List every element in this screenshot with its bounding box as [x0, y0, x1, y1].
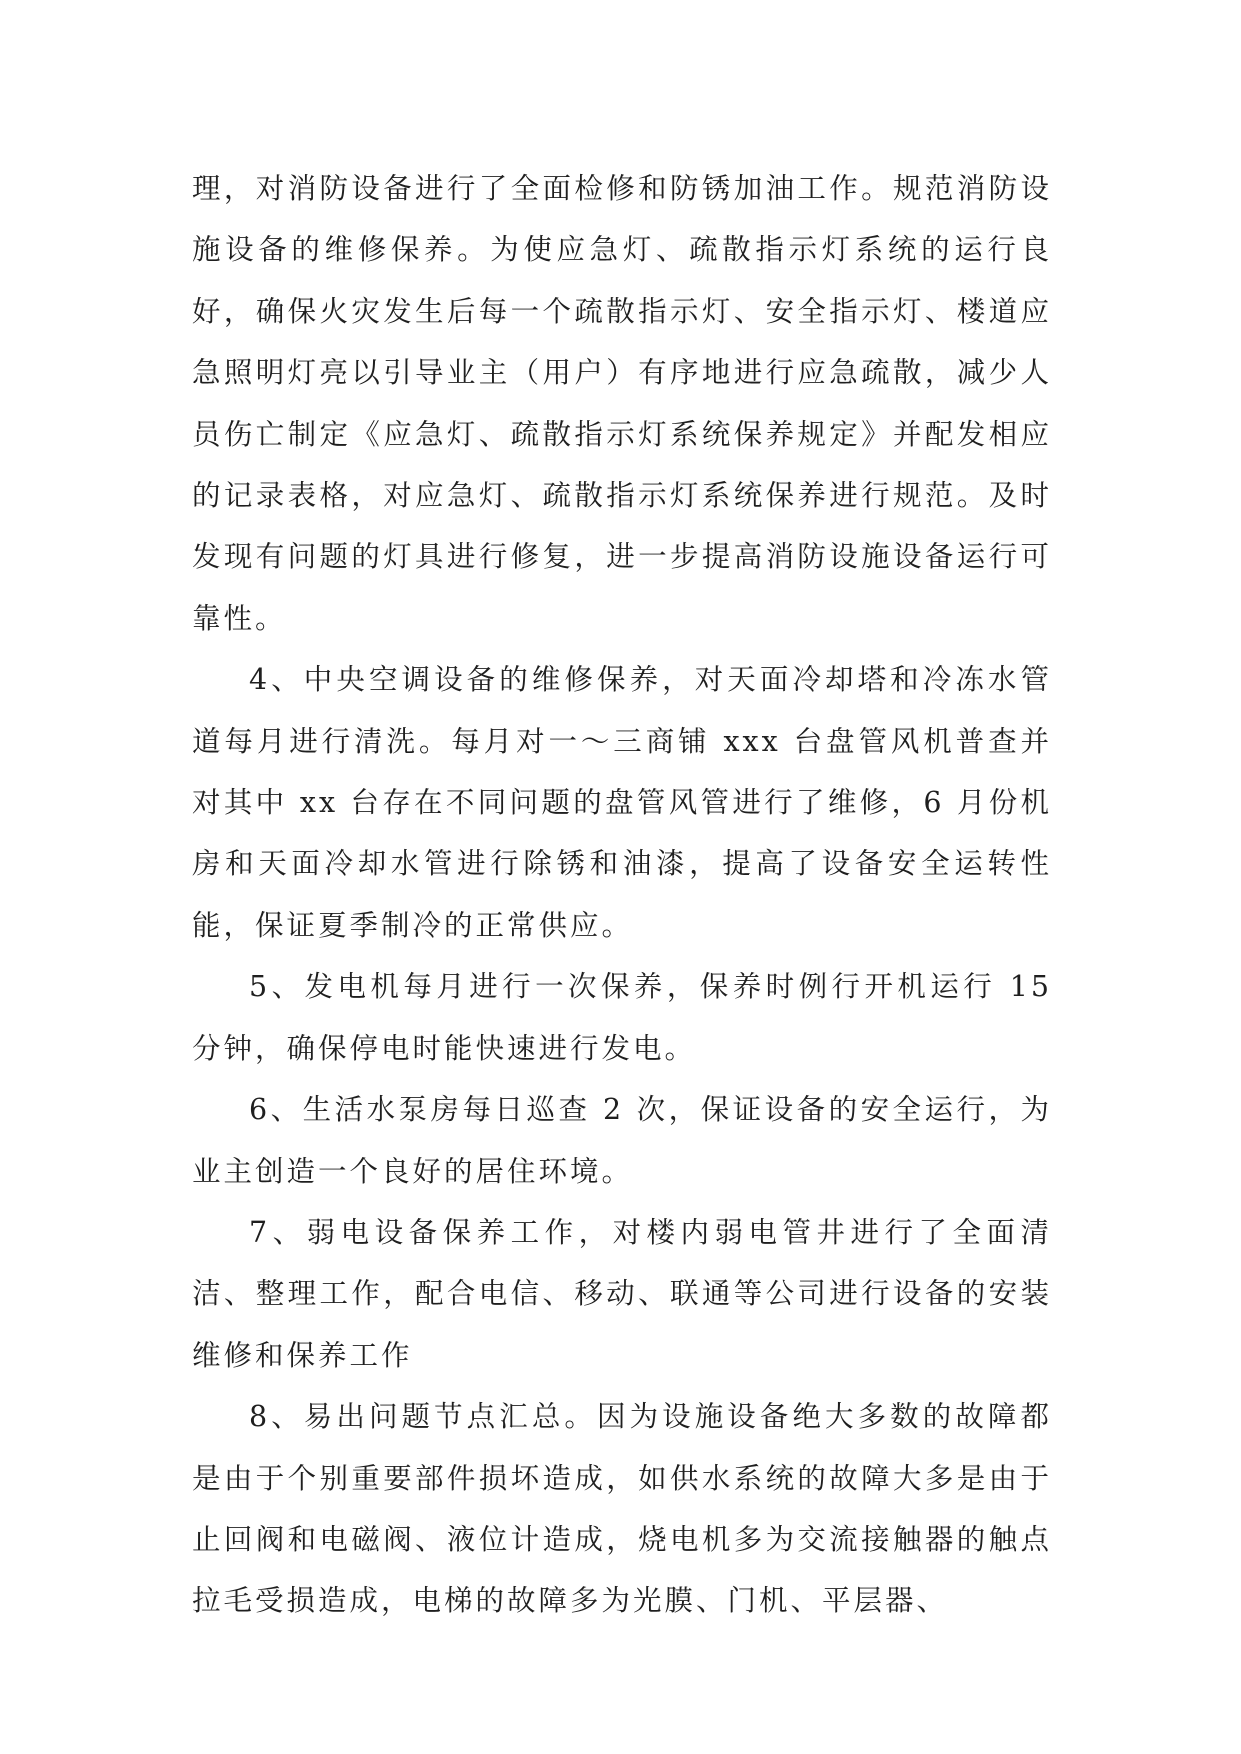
paragraph-item-7-low-voltage-equipment: 7、弱电设备保养工作，对楼内弱电管井进行了全面清洁、整理工作，配合电信、移动、联通等公司进行设备的安装维修和保养工作 — [192, 1215, 1052, 1372]
paragraph-item-6-water-pump-room: 6、生活水泵房每日巡查 2 次，保证设备的安全运行，为业主创造一个良好的居住环境。 — [192, 1093, 1052, 1188]
paragraph-fire-equipment-continued: 理，对消防设备进行了全面检修和防锈加油工作。规范消防设施设备的维修保养。为使应急灯、疏散指示灯系统的运行良好，确保火灾发生后每一个疏散指示灯、安全指示灯、楼道应急照明灯亮以引导业主（用户）有序地进行应急疏散，减少人员伤亡制定《应急灯、疏散指示灯系统保养规定》并配发相应的记录表格，对应急灯、疏散指示灯系统保养进行规范。及时发现有问题的灯具进行修复，进一步提高消防设施设备运行可靠性。 — [192, 172, 1052, 635]
paragraph-item-5-generator: 5、发电机每月进行一次保养，保养时例行开机运行 15 分钟，确保停电时能快速进行发电。 — [192, 970, 1052, 1065]
paragraph-item-8-fault-summary: 8、易出问题节点汇总。因为设施设备绝大多数的故障都是由于个别重要部件损坏造成，如供水系统的故障大多是由于止回阀和电磁阀、液位计造成，烧电机多为交流接触器的触点拉毛受损造成，电梯的故障多为光膜、门机、平层器、 — [192, 1400, 1052, 1618]
document-body — [192, 158, 1052, 1632]
paragraph-item-4-central-air-conditioning: 4、中央空调设备的维修保养，对天面冷却塔和冷冻水管道每月进行清洗。每月对一～三商铺 xxx 台盘管风机普查并对其中 xx 台存在不同问题的盘管风管进行了维修，6 月份机房和天面冷却水管进行除锈和油漆，提高了设备安全运转性能，保证夏季制冷的正常供应。 — [192, 663, 1052, 942]
